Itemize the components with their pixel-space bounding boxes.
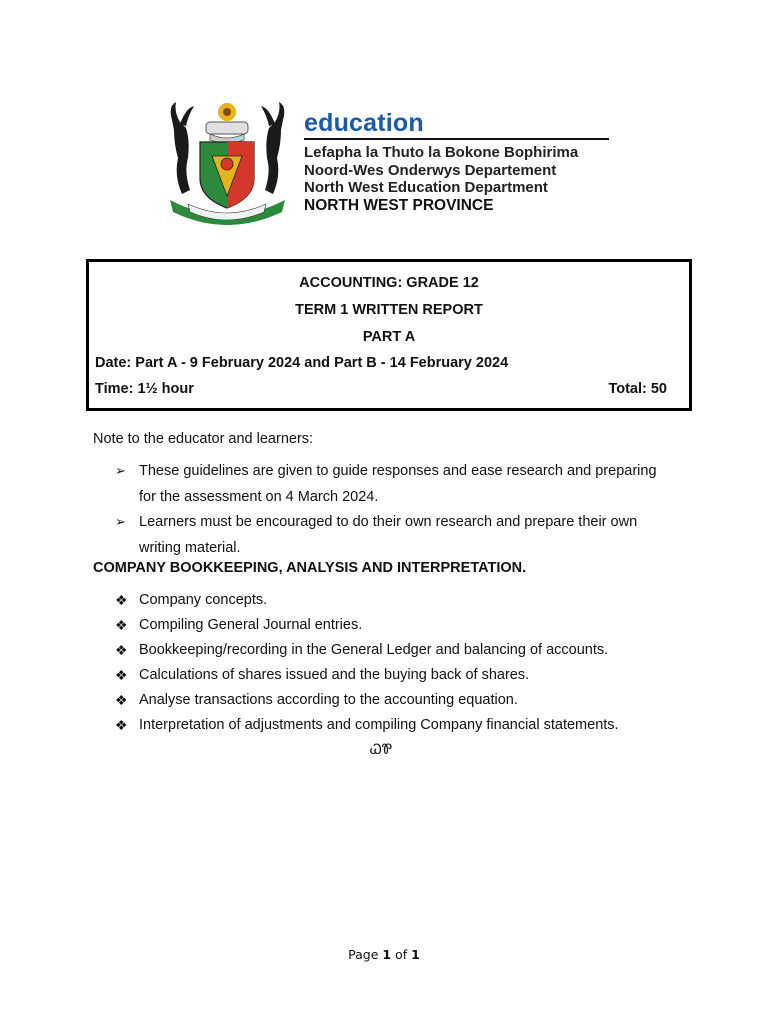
subject-title: ACCOUNTING: GRADE 12 — [299, 275, 479, 291]
topic-text: Bookkeeping/recording in the General Ledger and balancing of accounts. — [139, 642, 609, 658]
guideline-text: These guidelines are given to guide responses and ease research and preparing for the assessment on 4 March 2024. — [139, 463, 657, 505]
time-line: Time: 1½ hour — [95, 381, 194, 397]
topic-text: Company concepts. — [139, 592, 268, 608]
coat-of-arms-logo — [160, 100, 295, 225]
org-line-english: North West Education Department — [304, 179, 548, 196]
page-of: of — [395, 947, 408, 962]
arrow-bullet-icon: ➢ — [115, 514, 126, 529]
page-label: Page — [348, 947, 379, 962]
total-marks: Total: 50 — [608, 381, 667, 397]
section-title: COMPANY BOOKKEEPING, ANALYSIS AND INTERPRETATION. — [93, 560, 527, 576]
guideline-text: Learners must be encouraged to do their own research and prepare their own writing material. — [139, 514, 638, 556]
list-item — [115, 713, 695, 738]
topics-list — [115, 588, 695, 738]
date-line: Date: Part A - 9 February 2024 and Part B - 14 February 2024 — [95, 355, 509, 371]
list-item — [115, 663, 695, 688]
list-item — [115, 509, 675, 561]
list-item — [115, 458, 675, 510]
diamond-bullet-icon: ❖ — [115, 717, 128, 733]
org-line-setswana: Lefapha la Thuto la Bokone Bophirima — [304, 144, 579, 161]
list-item — [115, 688, 695, 713]
topic-text: Calculations of shares issued and the buying back of shares. — [139, 667, 530, 683]
list-item — [115, 613, 695, 638]
topic-text: Compiling General Journal entries. — [139, 617, 363, 633]
page-current: 1 — [382, 947, 392, 962]
end-ornament-icon: ᏇᏈ — [370, 741, 393, 757]
diamond-bullet-icon: ❖ — [115, 667, 128, 683]
diamond-bullet-icon: ❖ — [115, 617, 128, 633]
letterhead — [160, 100, 620, 225]
department-name-block — [304, 110, 609, 214]
list-item — [115, 588, 695, 613]
diamond-bullet-icon: ❖ — [115, 642, 128, 658]
topic-text: Interpretation of adjustments and compiling Company financial statements. — [139, 717, 619, 733]
assessment-header-box — [86, 259, 692, 411]
page-total: 1 — [411, 947, 420, 962]
topic-text: Analyse transactions according to the accounting equation. — [139, 692, 518, 708]
note-heading: Note to the educator and learners: — [93, 431, 314, 447]
page-footer — [0, 947, 768, 962]
org-rule — [304, 138, 609, 140]
arrow-bullet-icon: ➢ — [115, 463, 126, 478]
diamond-bullet-icon: ❖ — [115, 592, 128, 608]
diamond-bullet-icon: ❖ — [115, 692, 128, 708]
org-line-province: NORTH WEST PROVINCE — [304, 196, 494, 214]
guidelines-list — [115, 458, 675, 560]
list-item — [115, 638, 695, 663]
org-title: education — [304, 109, 424, 137]
org-line-afrikaans: Noord-Wes Onderwys Departement — [304, 161, 557, 179]
part-title: PART A — [362, 329, 416, 345]
report-title: TERM 1 WRITTEN REPORT — [295, 302, 483, 318]
